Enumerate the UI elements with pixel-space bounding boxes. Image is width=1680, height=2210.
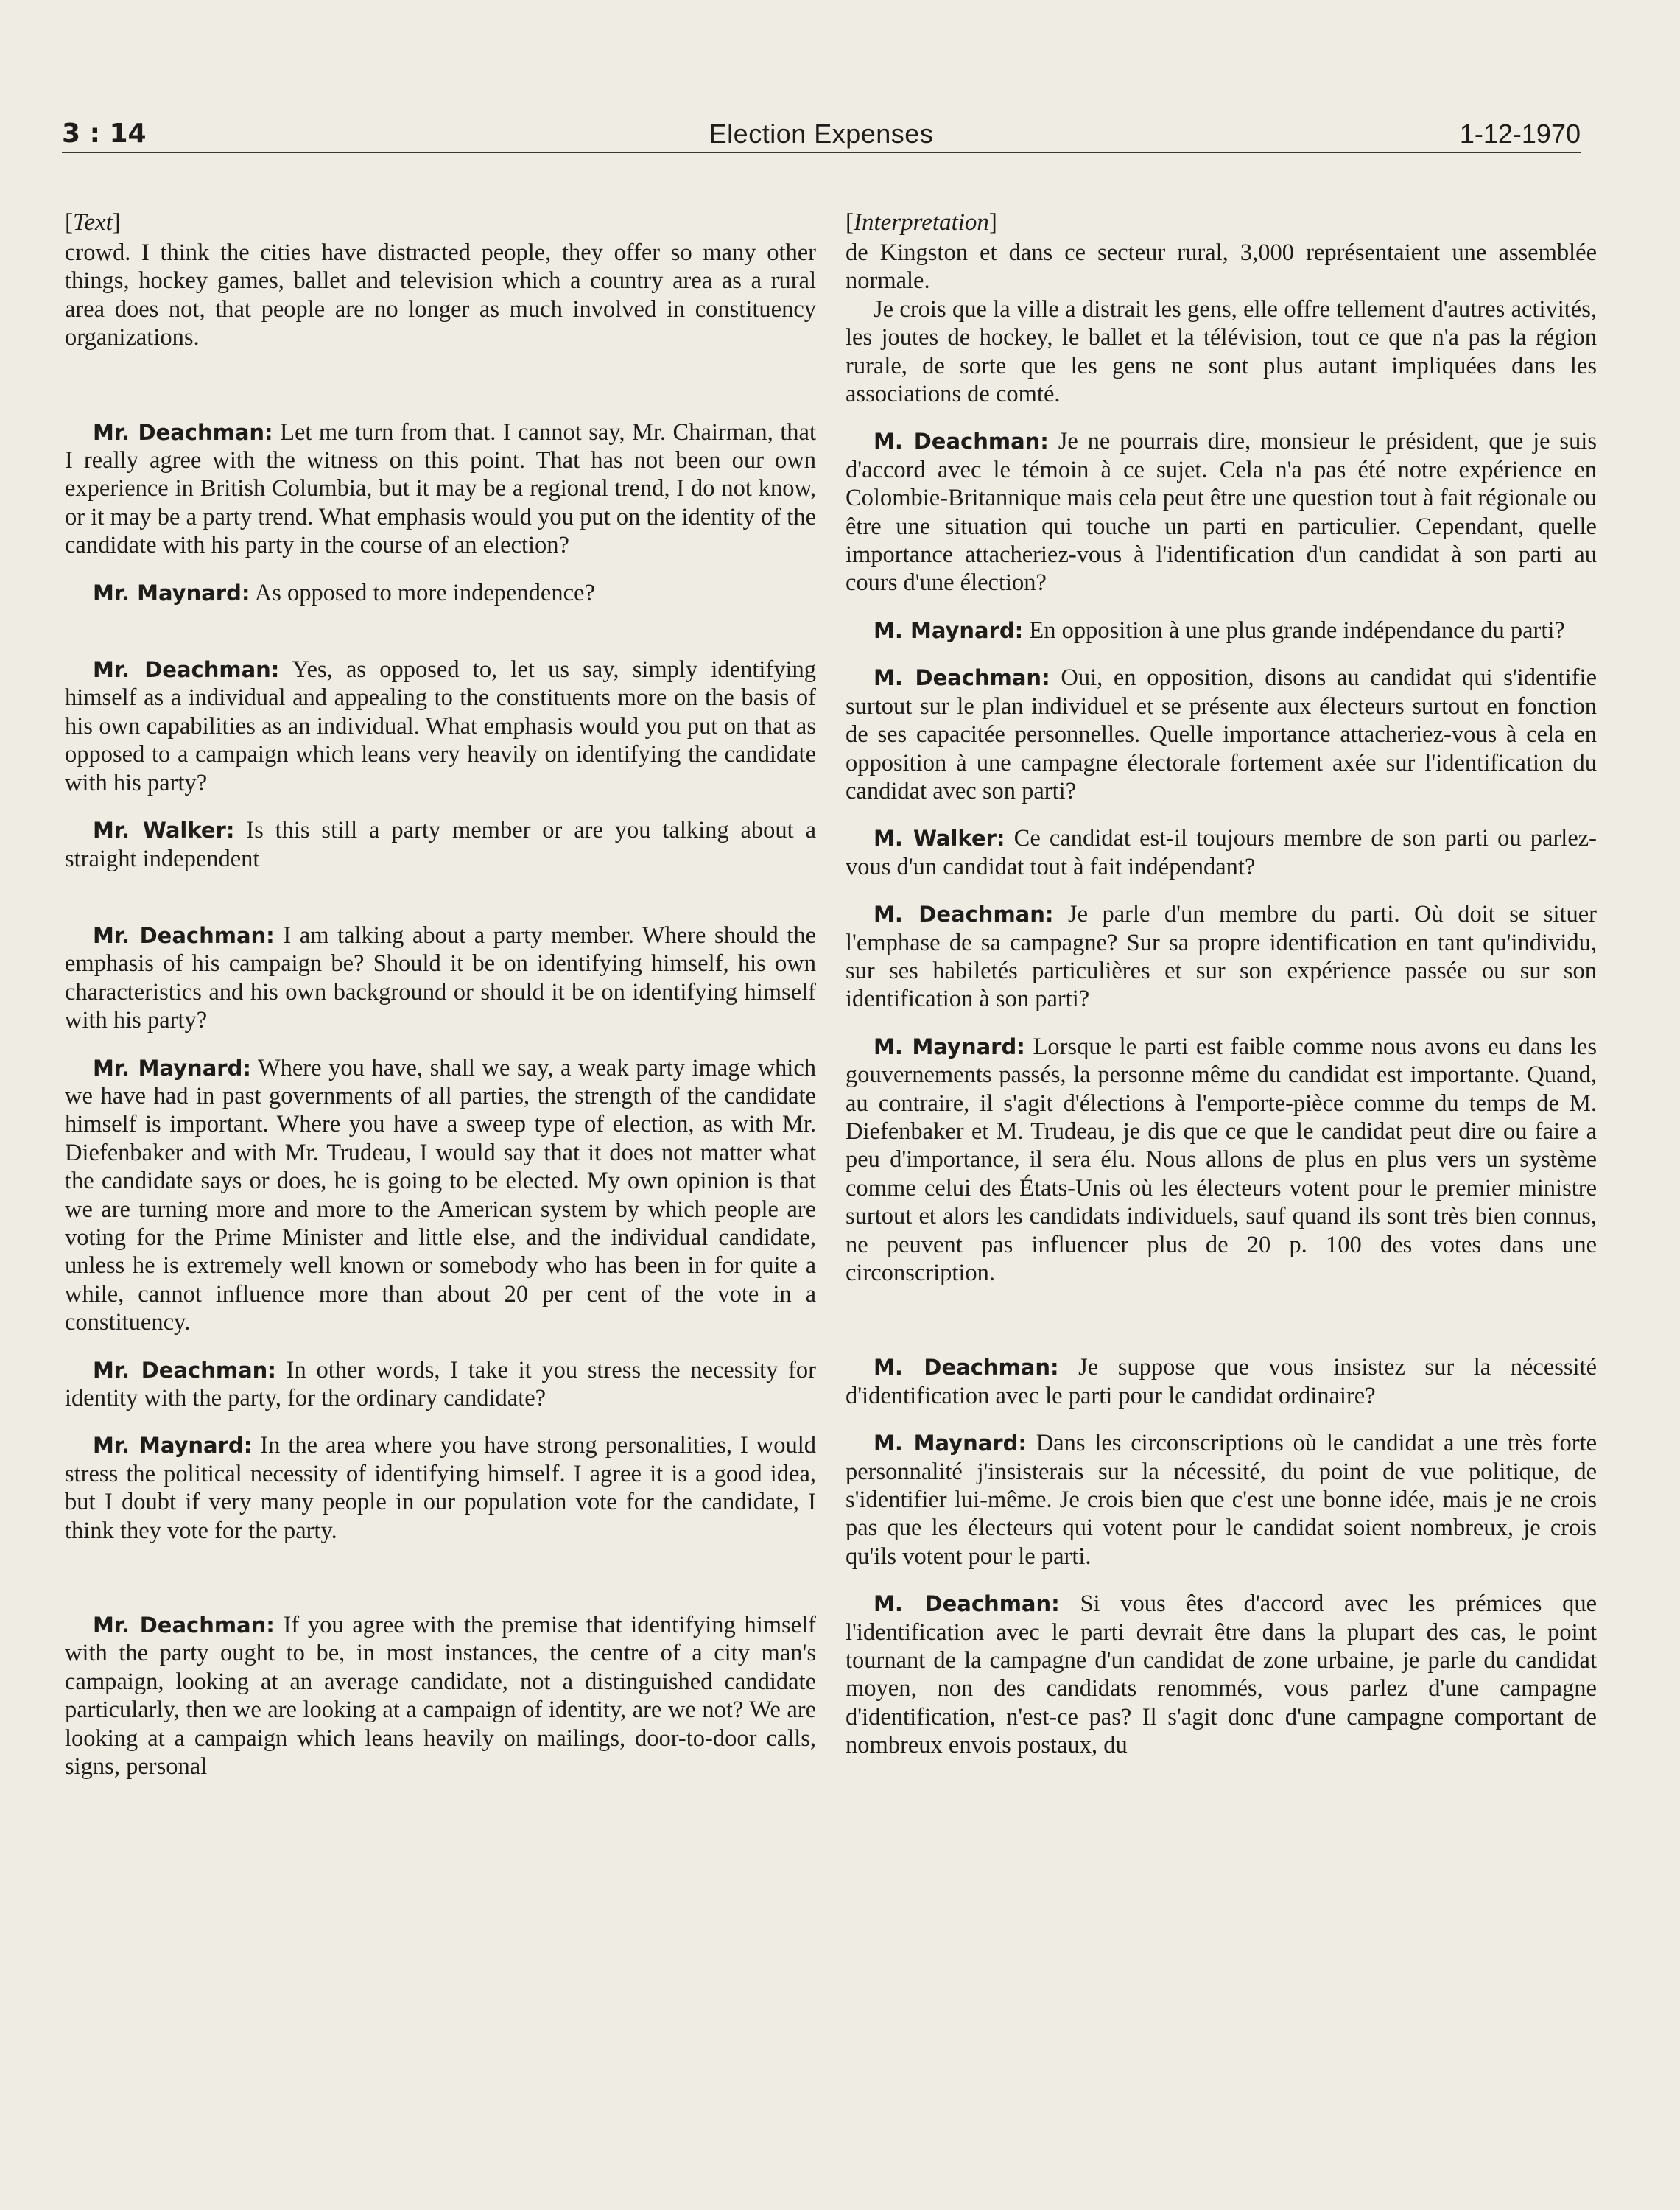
- speaker-label: M. Deachman:: [874, 1591, 1060, 1617]
- speaker-label: M. Deachman:: [874, 429, 1049, 455]
- paragraph: M. Maynard: Dans les circonscriptions où le candidat a une très forte personnalité j'insisterais sur la nécessité, du point de vue politique, de s'identifier lui-même. Je crois bien que c'est une bonne idée, mais je ne crois pas que les électeurs qui votent pour le candidat soient nombreux, je crois qu'ils votent pour le parti.: [846, 1430, 1597, 1570]
- paragraph: Je crois que la ville a distrait les gens, elle offre tellement d'autres activités, les joutes de hockey, le ballet et la télévision, tout ce que n'a pas la région rurale, de sorte que les gens ne sont plus autant impliquées dans les associations de comté.: [846, 295, 1597, 408]
- paragraph: M. Deachman: Je suppose que vous insistez sur la nécessité d'identification avec le parti pour le candidat ordinaire?: [846, 1354, 1597, 1409]
- speaker-label: M. Deachman:: [874, 665, 1050, 691]
- header-rule: [62, 152, 1581, 153]
- speaker-label: Mr. Maynard:: [93, 1055, 251, 1081]
- paragraph: M. Walker: Ce candidat est-il toujours membre de son parti ou parlez-vous d'un candidat tout à fait indépendant?: [846, 825, 1598, 880]
- running-header: [62, 112, 1581, 153]
- speaker-label: Mr. Deachman:: [93, 1613, 275, 1638]
- paragraph: crowd. I think the cities have distracted people, they offer so many other things, hockey games, ballet and television which a country area as a rural area does not, that people are no longer as much involved in constituency organizations.: [65, 239, 816, 351]
- paragraph: Mr. Maynard: Where you have, shall we say, a weak party image which we have had in past governments of all parties, the strength of the candidate himself is important. Where you have a sweep type of election, as with Mr. Diefenbaker and with Mr. Trudeau, I would say that it does not matter what the candidate says or does, he is going to be elected. My own opinion is that we are turning more and more to the American system by which people are voting for the Prime Minister and little else, and the individual candidate, unless he is extremely well known or somebody who has been in for quite a while, cannot influence more than about 20 per cent of the vote in a constituency.: [65, 1054, 817, 1336]
- column-tag-interpretation: [Interpretation]: [846, 209, 997, 236]
- paragraph: Mr. Maynard: As opposed to more independence?: [93, 579, 595, 606]
- speaker-label: M. Deachman:: [874, 902, 1054, 927]
- page-number: 3 : 14: [62, 119, 147, 149]
- speaker-label: M. Maynard:: [874, 1431, 1027, 1456]
- speaker-label: Mr. Maynard:: [93, 580, 250, 606]
- paragraph: Mr. Deachman: If you agree with the premise that identifying himself with the party ought to be, in most instances, the centre of a city man's campaign, looking at an average candidate, not a distinguished candidate particularly, then we are looking at a campaign of identity, are we not? We are looking at a campaign which leans heavily on mailings, door-to-door calls, signs, personal: [65, 1612, 816, 1781]
- paragraph: Mr. Deachman: In other words, I take it you stress the necessity for identity with the party, for the ordinary candidate?: [65, 1356, 816, 1411]
- paragraph: Mr. Walker: Is this still a party member or are you talking about a straight independent: [65, 817, 816, 872]
- paragraph: Mr. Deachman: Let me turn from that. I cannot say, Mr. Chairman, that I really agree with the witness on this point. That has not been our own experience in British Columbia, but it may be a regional trend, I do not know, or it may be a party trend. What emphasis would you put on the identity of the candidate with his party in the course of an election?: [65, 418, 816, 559]
- speaker-label: M. Maynard:: [874, 1034, 1025, 1059]
- header-title: Election Expenses: [709, 119, 934, 149]
- speaker-label: M. Walker:: [874, 826, 1005, 852]
- speaker-label: Mr. Deachman:: [93, 419, 273, 445]
- french-column: [846, 208, 1597, 1760]
- speaker-label: Mr. Maynard:: [93, 1433, 253, 1459]
- speaker-label: Mr. Walker:: [93, 818, 235, 843]
- speaker-label: Mr. Deachman:: [93, 1357, 276, 1383]
- paragraph: M. Deachman: Oui, en opposition, disons au candidat qui s'identifie surtout sur le plan individuel et se présente aux électeurs surtout en fonction de ses capacitée personnelles. Quelle importance attacheriez-vous à cela en opposition à une campagne électorale fortement axée sur l'identification du candidat avec son parti?: [846, 664, 1597, 804]
- paragraph: Mr. Deachman: I am talking about a party member. Where should the emphasis of his campaign be? Should it be on identifying himself, his own characteristics and his own background or should it be on identifying himself with his party?: [65, 922, 817, 1034]
- paragraph: M. Maynard: Lorsque le parti est faible comme nous avons eu dans les gouvernements passés, la personne même du candidat est importante. Quand, au contraire, il s'agit d'élections à l'emporte-pièce comme du temps de M. Diefenbaker et M. Trudeau, je dis que ce que le candidat peut dire ou faire a peu d'importance, il sera élu. Nous allons de plus en plus vers un système comme celui des États-Unis où les électeurs votent pour le premier ministre surtout et alors les candidats individuels, sauf quand ils sont très bien connus, ne peuvent pas influencer plus de 20 p. 100 des votes dans une circonscription.: [846, 1033, 1597, 1286]
- paragraph: M. Maynard: En opposition à une plus grande indépendance du parti?: [874, 617, 1565, 644]
- header-date: 1-12-1970: [1459, 119, 1581, 149]
- paragraph: M. Deachman: Si vous êtes d'accord avec les prémices que l'identification avec le parti devrait être dans la plupart des cas, le point tournant de la campagne d'un candidat de zone urbaine, je parle du candidat moyen, non des candidats renommés, vous parlez d'une campagne d'identification, n'est-ce pas? Il s'agit donc d'une campagne comportant de nombreux envois postaux, du: [846, 1590, 1598, 1759]
- paragraph: Mr. Deachman: Yes, as opposed to, let us say, simply identifying himself as a individual and appealing to the constituents more on the basis of his own capabilities as an individual. What emphasis would you put on that as opposed to a campaign which leans very heavily on identifying the candidate with his party?: [65, 656, 816, 796]
- speaker-label: M. Deachman:: [874, 1355, 1059, 1381]
- speaker-label: Mr. Deachman:: [93, 657, 280, 683]
- paragraph: M. Deachman: Je ne pourrais dire, monsieur le président, que je suis d'accord avec le témoin à ce sujet. Cela n'a pas été notre expérience en Colombie-Britannique mais cela peut être une question tout à fait régionale ou être une situation qui touche un parti en particulier. Cependant, quelle importance attacheriez-vous à l'identification d'un candidat à son parti au cours d'une élection?: [846, 428, 1597, 597]
- paragraph: de Kingston et dans ce secteur rural, 3,000 représentaient une assemblée normale.: [846, 239, 1597, 295]
- speaker-label: M. Maynard:: [874, 617, 1024, 643]
- column-tag-text: [Text]: [65, 209, 121, 236]
- english-column: [65, 208, 816, 1781]
- speaker-label: Mr. Deachman:: [93, 922, 275, 948]
- paragraph: Mr. Maynard: In the area where you have strong personalities, I would stress the political necessity of identifying himself. I agree it is a good idea, but I doubt if very many people in our population vote for the candidate, I think they vote for the party.: [65, 1432, 817, 1544]
- paragraph: M. Deachman: Je parle d'un membre du parti. Où doit se situer l'emphase de sa campagne? Sur sa propre identification en tant qu'individu, sur ses habiletés particulières et sur son expérience passée ou sur son identification à son parti?: [846, 901, 1598, 1013]
